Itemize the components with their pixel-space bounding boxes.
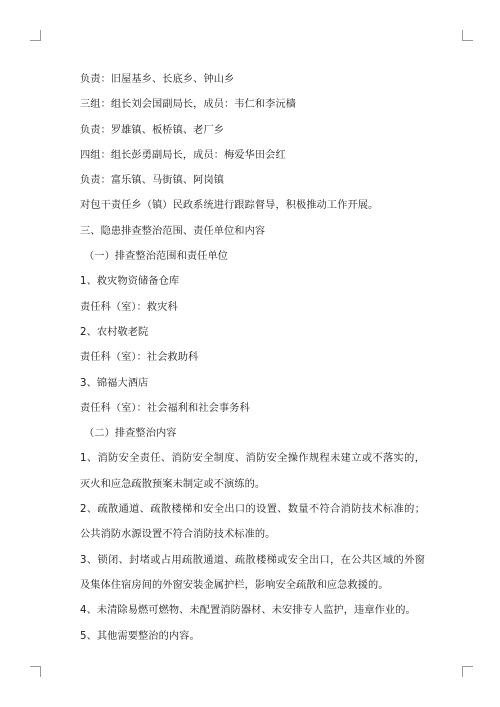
paragraph-group4-members: 四组：组长彭勇副局长，成员：梅爱华田会红 <box>80 149 286 161</box>
crop-mark-top-right <box>462 30 473 41</box>
section-heading-3: 三、隐患排查整治范围、责任单位和内容 <box>80 225 266 237</box>
crop-mark-top-left <box>30 30 41 41</box>
crop-mark-bottom-left <box>30 666 41 677</box>
crop-mark-bottom-right <box>462 666 473 677</box>
responsible-dept-social-assistance: 责任科（室）：社会救助科 <box>80 352 199 364</box>
responsible-dept-social-welfare: 责任科（室）：社会福利和社会事务科 <box>80 402 250 414</box>
subsection-heading-2: （二）排查整治内容 <box>84 428 177 440</box>
content-item-3: 3、锁闭、封堵或占用疏散通道、疏散楼梯或安全出口，在公共区域的外窗及集体住宿房间的外窗安装金属护栏，影响安全疏散和应急救援的。 <box>80 554 425 591</box>
list-item-hotel: 3、锦福大酒店 <box>80 377 149 389</box>
content-item-2: 2、疏散通道、疏散楼梯和安全出口的设置、数量不符合消防技术标准的；公共消防水源设置不符合消防技术标准的。 <box>80 504 425 541</box>
content-item-5: 5、其他需要整治的内容。 <box>80 630 200 642</box>
paragraph-supervision: 对包干责任乡（镇）民政系统进行跟踪督导，积极推动工作开展。 <box>80 200 379 212</box>
paragraph-group3-scope: 负责：罗雄镇、板桥镇、老厂乡 <box>80 124 225 136</box>
paragraph-group4-scope: 负责：富乐镇、马街镇、阿岗镇 <box>80 175 225 187</box>
content-item-4: 4、未清除易燃可燃物、未配置消防器材、未安排专人监护，违章作业的。 <box>80 605 416 617</box>
content-item-1: 1、消防安全责任、消防安全制度、消防安全操作规程未建立或不落实的，灭火和应急疏散预案未制定或不演练的。 <box>80 453 425 490</box>
paragraph-group3-members: 三组：组长刘会国副局长，成员：韦仁和李沅樯 <box>80 99 297 111</box>
paragraph-group2-scope: 负责：旧屋基乡、长底乡、钟山乡 <box>80 74 235 85</box>
document-body <box>80 67 425 649</box>
list-item-warehouse: 1、救灾物资储备仓库 <box>80 276 180 288</box>
responsible-dept-disaster-relief: 责任科（室）：救灾科 <box>80 301 178 313</box>
list-item-nursing-home: 2、农村敬老院 <box>80 326 149 338</box>
subsection-heading-1: （一）排查整治范围和责任单位 <box>84 251 229 263</box>
